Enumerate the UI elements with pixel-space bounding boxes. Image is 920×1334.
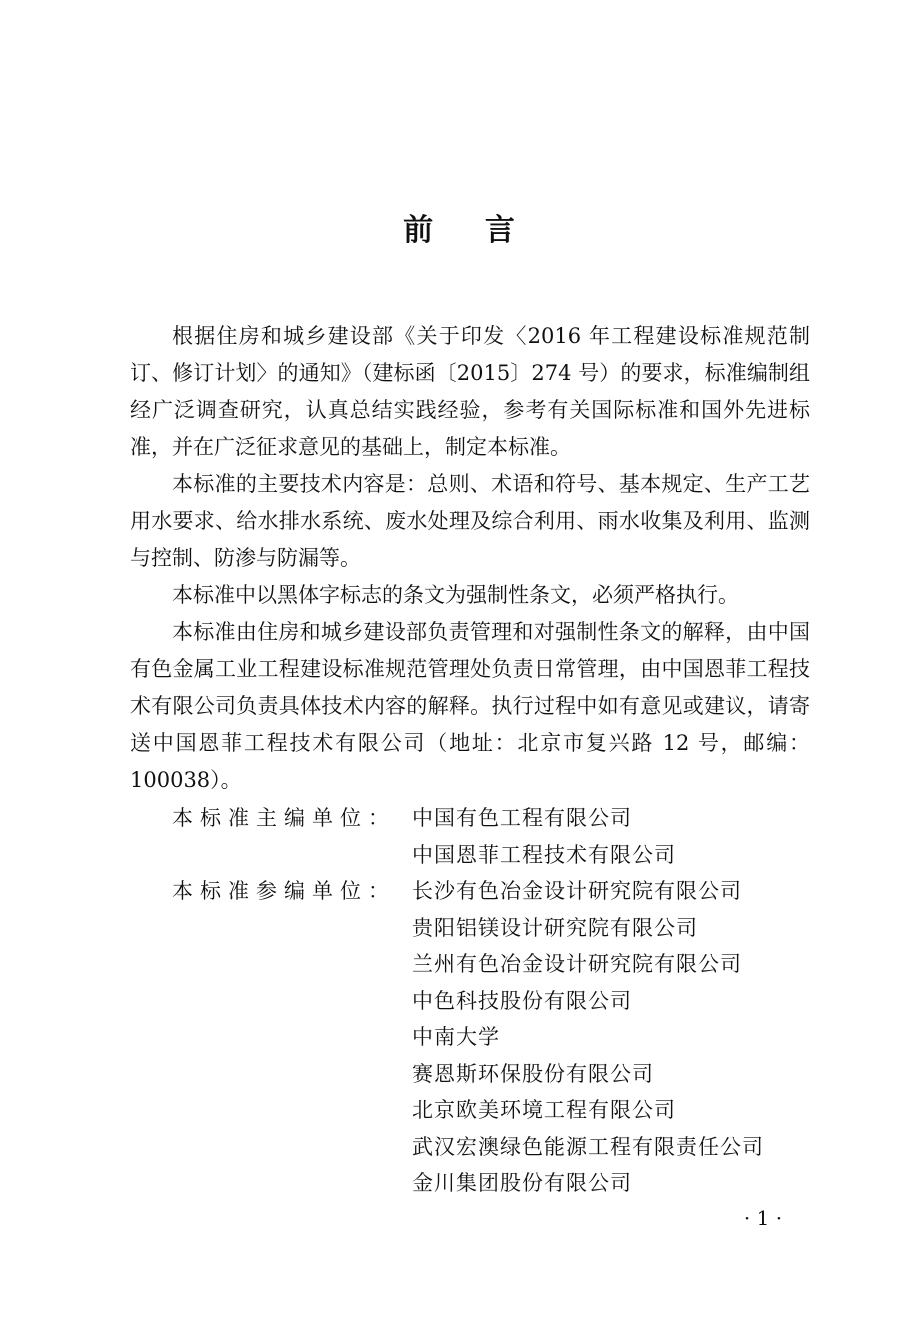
participating-editor-unit: 金川集团股份有限公司 <box>412 1171 632 1195</box>
preface-body <box>130 318 810 799</box>
editor-units <box>130 800 810 1202</box>
page-title: 前 言 <box>403 213 517 248</box>
participating-editor-unit: 兰州有色冶金设计研究院有限公司 <box>412 952 742 976</box>
preface-paragraph: 本标准的主要技术内容是：总则、术语和符号、基本规定、生产工艺用水要求、给水排水系统、废水处理及综合利用、雨水收集及利用、监测与控制、防渗与防漏等。 <box>130 472 810 570</box>
participating-editor-group <box>130 873 810 1202</box>
participating-editor-unit: 武汉宏澳绿色能源工程有限责任公司 <box>412 1134 764 1159</box>
chief-editor-unit: 中国恩菲工程技术有限公司 <box>412 842 676 867</box>
chief-editor-unit: 中国有色工程有限公司 <box>412 806 632 830</box>
page-number: · 1 · <box>743 1206 783 1230</box>
chief-editor-label: 本标准主编单位： <box>172 806 396 830</box>
participating-editor-unit: 赛恩斯环保股份有限公司 <box>412 1061 654 1086</box>
participating-editor-unit: 北京欧美环境工程有限公司 <box>412 1098 676 1122</box>
preface-paragraph: 本标准由住房和城乡建设部负责管理和对强制性条文的解释，由中国有色金属工业工程建设标准规范管理处负责日常管理，由中国恩菲工程技术有限公司负责具体技术内容的解释。执行过程中如有意见或建议，请寄送中国恩菲工程技术有限公司（地址：北京市复兴路 12 号，邮编：100038）。 <box>130 620 810 792</box>
participating-editor-unit: 贵阳铝镁设计研究院有限公司 <box>412 915 698 940</box>
chief-editor-group <box>130 800 810 873</box>
chief-editor-list <box>412 800 810 873</box>
participating-editor-list <box>412 873 810 1202</box>
participating-editor-unit: 长沙有色冶金设计研究院有限公司 <box>412 879 742 903</box>
preface-paragraph: 本标准中以黑体字标志的条文为强制性条文，必须严格执行。 <box>172 583 739 607</box>
participating-editor-unit: 中南大学 <box>412 1025 500 1049</box>
preface-paragraph: 根据住房和城乡建设部《关于印发〈2016 年工程建设标准规范制订、修订计划〉的通知》（建标函〔2015〕274 号）的要求，标准编制组经广泛调查研究，认真总结实践经验，参考有关国际标准和国外先进标准，并在广泛征求意见的基础上，制定本标准。 <box>130 324 810 459</box>
participating-editor-label: 本标准参编单位： <box>172 879 396 903</box>
participating-editor-unit: 中色科技股份有限公司 <box>412 988 632 1013</box>
